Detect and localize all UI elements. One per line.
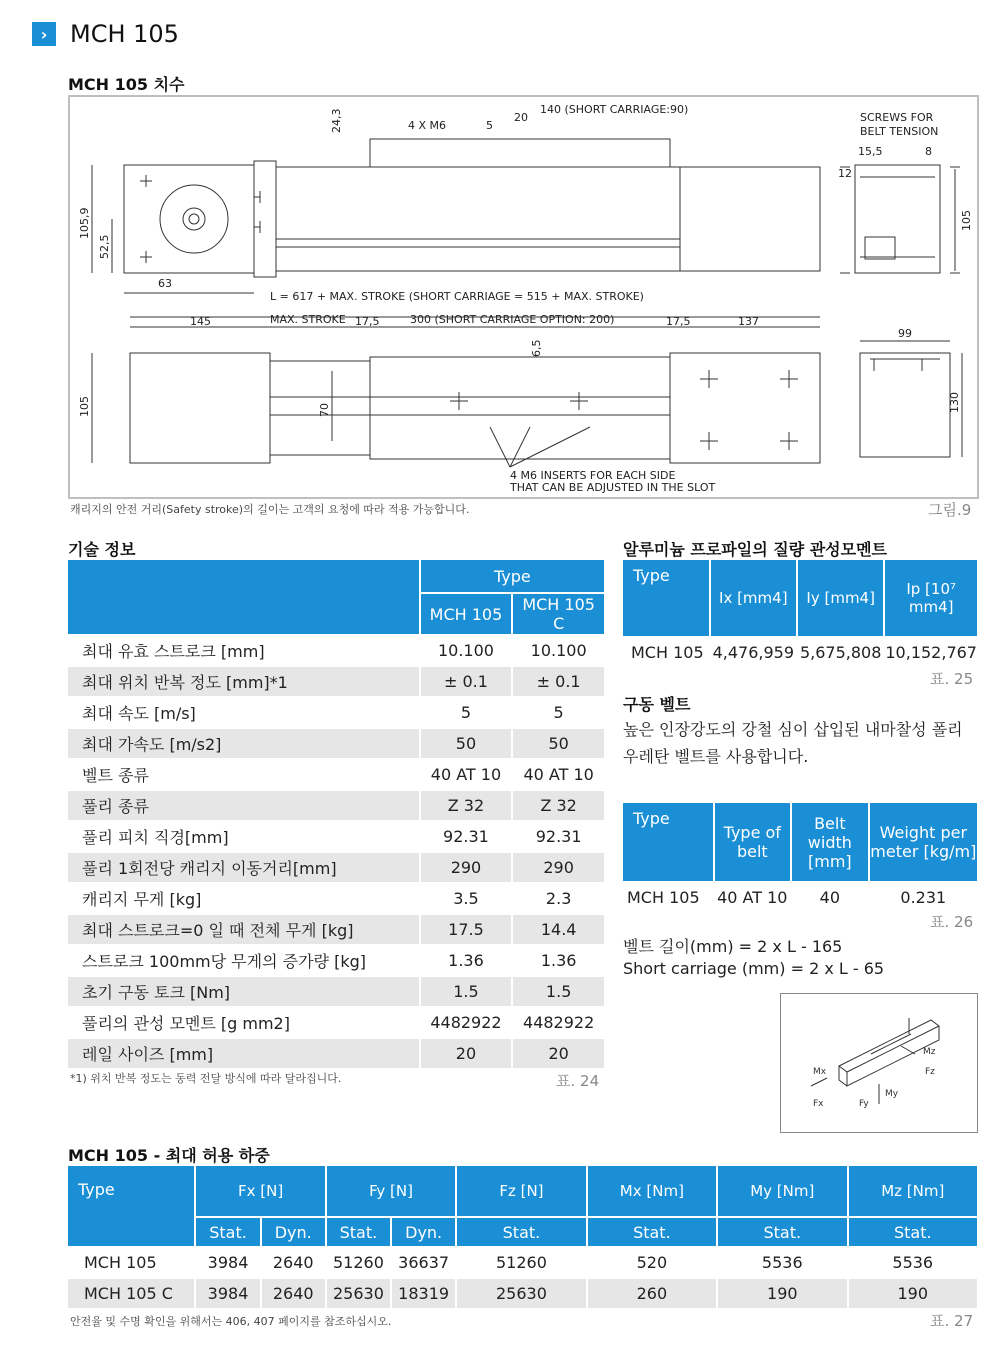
tech-row-value: 50	[421, 729, 512, 758]
tech-row-value: 5	[421, 698, 512, 727]
inertia-header-iy: Iy [mm4]	[798, 560, 883, 636]
loads-header-fx: Fx [N]	[196, 1166, 324, 1216]
tech-row-label: 풀리의 관성 모멘트 [g mm2]	[68, 1008, 419, 1037]
tech-row-value: 40 AT 10	[513, 760, 604, 789]
loads-subheader-stat: Stat.	[327, 1218, 390, 1246]
dim-140: 140 (SHORT CARRIAGE:90)	[540, 103, 689, 116]
tech-header-blank	[68, 560, 419, 634]
tech-row-value: 10.100	[421, 636, 512, 665]
tech-row-value: 50	[513, 729, 604, 758]
loads-cell: 190	[718, 1279, 846, 1308]
page-header	[32, 20, 179, 48]
drawing-note: 캐리지의 안전 거리(Safety stroke)의 길이는 고객의 요청에 따라 적용 가능합니다.	[70, 503, 470, 516]
fig-26-label: 표. 26	[930, 913, 974, 931]
tech-row-value: 4482922	[421, 1008, 512, 1037]
chevron-right-icon: ›	[32, 22, 56, 46]
dim-12: 12	[838, 167, 852, 180]
tech-row-value: 3.5	[421, 884, 512, 913]
dim-137: 137	[738, 315, 759, 328]
fig-25-label: 표. 25	[930, 670, 974, 688]
tech-row-value: 1.5	[421, 977, 512, 1006]
label-inserts-2: THAT CAN BE ADJUSTED IN THE SLOT	[510, 481, 716, 494]
dim-52-5: 52,5	[98, 234, 111, 259]
loads-note: 안전율 및 수명 확인을 위해서는 406, 407 페이지를 참조하십시오.	[70, 1315, 392, 1328]
label-fz: Fz	[925, 1067, 935, 1077]
tech-row-value: 5	[513, 698, 604, 727]
loads-cell: 2640	[262, 1248, 325, 1277]
tech-table	[66, 558, 606, 1070]
loads-subheader-stat: Stat.	[457, 1218, 585, 1246]
formula-length: L = 617 + MAX. STROKE (SHORT CARRIAGE = 515 + MAX. STROKE)	[270, 290, 644, 303]
tech-row-value: 290	[513, 853, 604, 882]
tech-footnote: *1) 위치 반복 정도는 동력 전달 방식에 따라 달라집니다.	[70, 1072, 342, 1085]
tech-row-value: 1.36	[513, 946, 604, 975]
page-title: MCH 105	[70, 20, 179, 48]
loads-subheader-stat: Stat.	[718, 1218, 846, 1246]
inertia-cell-ip: 10,152,767	[885, 638, 977, 667]
fig-27-label: 표. 27	[930, 1312, 974, 1330]
tech-row-value: 290	[421, 853, 512, 882]
belt-header-width: Belt width [mm]	[792, 803, 868, 881]
loads-cell-type: MCH 105	[68, 1248, 194, 1277]
dim-70: 70	[318, 403, 331, 417]
label-max-stroke: MAX. STROKE	[270, 313, 346, 326]
tech-row-value: ± 0.1	[513, 667, 604, 696]
belt-table	[621, 801, 979, 914]
tech-row-value: 92.31	[421, 822, 512, 851]
dim-105-9: 105,9	[78, 207, 91, 239]
loads-header-fy: Fy [N]	[327, 1166, 455, 1216]
loads-header-fz: Fz [N]	[457, 1166, 585, 1216]
label-fx: Fx	[813, 1099, 824, 1109]
belt-cell-type: MCH 105	[623, 883, 713, 912]
dim-300: 300 (SHORT CARRIAGE OPTION: 200)	[410, 313, 615, 326]
loads-cell: 5536	[718, 1248, 846, 1277]
belt-cell-belt: 40 AT 10	[715, 883, 790, 912]
label-my: My	[885, 1089, 899, 1099]
tech-row-value: 4482922	[513, 1008, 604, 1037]
belt-cell-weight: 0.231	[870, 883, 977, 912]
dim-6-5: 6,5	[530, 339, 543, 357]
tech-row-label: 풀리 1회전당 캐리지 이동거리[mm]	[68, 853, 419, 882]
tech-row-value: 92.31	[513, 822, 604, 851]
tech-row-label: 초기 구동 토크 [Nm]	[68, 977, 419, 1006]
label-mx: Mx	[813, 1067, 827, 1077]
belt-description-1: 높은 인장강도의 강철 심이 삽입된 내마찰성 폴리	[623, 720, 963, 739]
loads-cell: 25630	[327, 1279, 390, 1308]
belt-section-title: 구동 벨트	[623, 695, 691, 714]
loads-subheader-stat: Stat.	[588, 1218, 716, 1246]
tech-row-value: Z 32	[513, 791, 604, 820]
loads-header-mz: Mz [Nm]	[849, 1166, 978, 1216]
tech-row-label: 풀리 종류	[68, 791, 419, 820]
loads-cell: 18319	[392, 1279, 455, 1308]
inertia-cell-ix: 4,476,959	[711, 638, 796, 667]
loads-subheader-dyn: Dyn.	[262, 1218, 325, 1246]
dim-130: 130	[948, 392, 961, 413]
belt-description-2: 우레탄 벨트를 사용합니다.	[623, 747, 809, 766]
moment-diagram	[780, 993, 978, 1133]
loads-subheader-dyn: Dyn.	[392, 1218, 455, 1246]
belt-header-type: Type	[623, 803, 713, 881]
loads-header-mx: Mx [Nm]	[588, 1166, 716, 1216]
inertia-cell-iy: 5,675,808	[798, 638, 883, 667]
loads-cell: 3984	[196, 1279, 259, 1308]
belt-length-formula: 벨트 길이(mm) = 2 x L - 165	[623, 937, 843, 956]
drawing-section-title: MCH 105 치수	[68, 75, 185, 94]
tech-row-label: 캐리지 무게 [kg]	[68, 884, 419, 913]
tech-row-value: 14.4	[513, 915, 604, 944]
tech-row-value: 1.36	[421, 946, 512, 975]
belt-cell-width: 40	[792, 883, 868, 912]
fig-24-label: 표. 24	[556, 1072, 600, 1090]
label-screws2: BELT TENSION	[860, 125, 939, 138]
dim-17-5-b: 17,5	[666, 315, 691, 328]
loads-subheader-stat: Stat.	[196, 1218, 259, 1246]
inertia-header-ip: Ip [10⁷ mm4]	[885, 560, 977, 636]
dim-8: 8	[925, 145, 932, 158]
label-fy: Fy	[859, 1099, 869, 1109]
loads-cell: 2640	[262, 1279, 325, 1308]
tech-row-value: 40 AT 10	[421, 760, 512, 789]
dim-5: 5	[486, 119, 493, 132]
loads-cell-type: MCH 105 C	[68, 1279, 194, 1308]
dim-63: 63	[158, 277, 172, 290]
tech-row-label: 최대 유효 스트로크 [mm]	[68, 636, 419, 665]
tech-header-mch105c: MCH 105 C	[513, 594, 604, 634]
loads-cell: 51260	[457, 1248, 585, 1277]
label-mz: Mz	[923, 1047, 936, 1057]
loads-section-title: MCH 105 - 최대 허용 하중	[68, 1146, 270, 1165]
dimension-drawing	[68, 95, 979, 499]
tech-row-label: 풀리 피치 직경[mm]	[68, 822, 419, 851]
dim-20: 20	[514, 111, 528, 124]
loads-cell: 51260	[327, 1248, 390, 1277]
inertia-table	[621, 558, 979, 669]
loads-subheader-stat: Stat.	[849, 1218, 978, 1246]
dim-105-right: 105	[960, 210, 973, 231]
loads-cell: 190	[849, 1279, 978, 1308]
inertia-header-type: Type	[623, 560, 709, 636]
loads-cell: 3984	[196, 1248, 259, 1277]
tech-section-title: 기술 정보	[68, 540, 136, 559]
loads-cell: 25630	[457, 1279, 585, 1308]
label-screws1: SCREWS FOR	[860, 111, 934, 124]
inertia-cell-type: MCH 105	[623, 638, 709, 667]
fig-9-label: 그림.9	[928, 501, 972, 519]
dim-17-5-a: 17,5	[355, 315, 380, 328]
label-inserts-1: 4 M6 INSERTS FOR EACH SIDE	[510, 469, 676, 482]
loads-table	[66, 1164, 979, 1310]
tech-row-label: 레일 사이즈 [mm]	[68, 1039, 419, 1068]
moment-diagram-svg	[781, 994, 977, 1132]
inertia-header-ix: Ix [mm4]	[711, 560, 796, 636]
tech-row-label: 스트로크 100mm당 무게의 증가량 [kg]	[68, 946, 419, 975]
tech-row-label: 최대 속도 [m/s]	[68, 698, 419, 727]
tech-header-type: Type	[421, 560, 604, 592]
tech-row-value: 17.5	[421, 915, 512, 944]
loads-cell: 520	[588, 1248, 716, 1277]
tech-row-value: ± 0.1	[421, 667, 512, 696]
tech-row-label: 벨트 종류	[68, 760, 419, 789]
tech-row-value: 20	[513, 1039, 604, 1068]
loads-cell: 36637	[392, 1248, 455, 1277]
tech-row-label: 최대 위치 반복 정도 [mm]*1	[68, 667, 419, 696]
drawing-svg	[70, 97, 977, 497]
tech-row-value: 2.3	[513, 884, 604, 913]
dim-145: 145	[190, 315, 211, 328]
loads-header-my: My [Nm]	[718, 1166, 846, 1216]
loads-header-type: Type	[68, 1166, 194, 1246]
dim-99: 99	[898, 327, 912, 340]
belt-header-weight: Weight per meter [kg/m]	[870, 803, 977, 881]
dim-24-3: 24,3	[330, 108, 343, 133]
tech-row-label: 최대 가속도 [m/s2]	[68, 729, 419, 758]
loads-cell: 5536	[849, 1248, 978, 1277]
label-4xm6: 4 X M6	[408, 119, 447, 132]
tech-row-label: 최대 스트로크=0 일 때 전체 무게 [kg]	[68, 915, 419, 944]
dim-15-5: 15,5	[858, 145, 883, 158]
tech-header-mch105: MCH 105	[421, 594, 512, 634]
inertia-section-title: 알루미늄 프로파일의 질량 관성모멘트	[623, 540, 888, 559]
tech-row-value: 20	[421, 1039, 512, 1068]
dim-105-bottom: 105	[78, 396, 91, 417]
belt-header-typebelt: Type of belt	[715, 803, 790, 881]
belt-short-carriage-formula: Short carriage (mm) = 2 x L - 65	[623, 959, 885, 978]
loads-cell: 260	[588, 1279, 716, 1308]
tech-row-value: 1.5	[513, 977, 604, 1006]
tech-row-value: Z 32	[421, 791, 512, 820]
tech-row-value: 10.100	[513, 636, 604, 665]
